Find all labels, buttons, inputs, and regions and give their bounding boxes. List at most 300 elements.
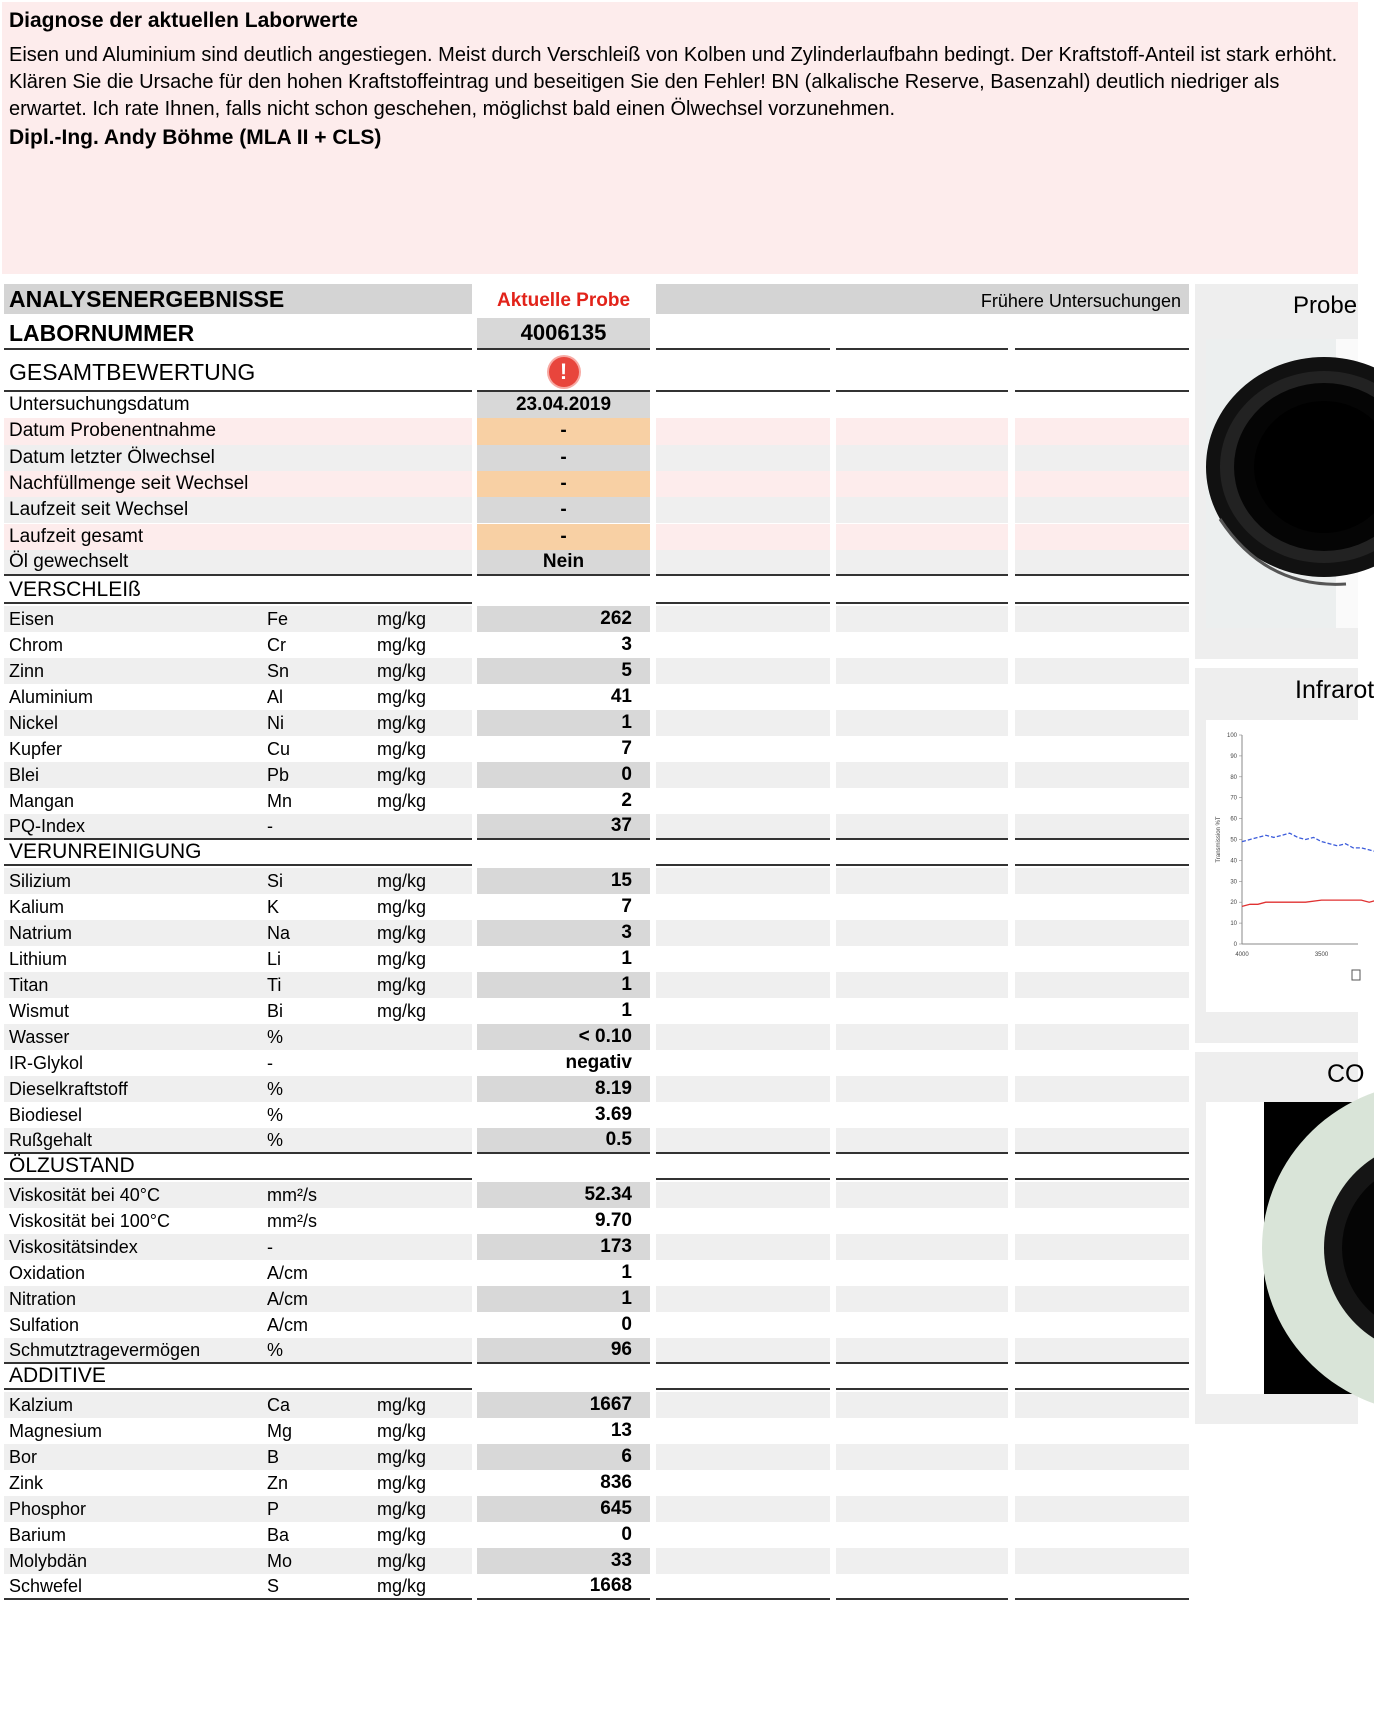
earlier-value-3 bbox=[1015, 318, 1189, 350]
earlier-value-2 bbox=[836, 318, 1008, 350]
row-label bbox=[4, 788, 472, 814]
table-row bbox=[0, 1260, 1190, 1286]
earlier-value-1 bbox=[656, 606, 830, 632]
current-value: 37 bbox=[477, 814, 650, 840]
row-label bbox=[4, 920, 472, 946]
table-row bbox=[0, 1234, 1190, 1260]
earlier-value-3 bbox=[1015, 1234, 1189, 1260]
earlier-value-3 bbox=[1015, 762, 1189, 788]
current-value: 3 bbox=[621, 634, 632, 656]
row-label bbox=[4, 1444, 472, 1470]
table-row bbox=[0, 814, 1190, 840]
current-value: - bbox=[477, 471, 650, 497]
earlier-value-1 bbox=[656, 418, 830, 444]
earlier-value-3 bbox=[1015, 606, 1189, 632]
earlier-value-2 bbox=[836, 894, 1008, 920]
row-label-text: Bor bbox=[9, 1446, 38, 1467]
earlier-value-2 bbox=[836, 788, 1008, 814]
earlier-value-3 bbox=[1015, 868, 1189, 894]
earlier-value-2 bbox=[836, 550, 1008, 576]
row-unit: mg/kg bbox=[377, 712, 427, 733]
row-label-text: Kupfer bbox=[9, 738, 63, 759]
earlier-value-1 bbox=[656, 762, 830, 788]
row-label-text: VERSCHLEIß bbox=[9, 578, 141, 602]
row-label-text: Natrium bbox=[9, 922, 73, 943]
earlier-value-3 bbox=[1015, 1338, 1189, 1364]
probe-bottle-photo bbox=[1206, 339, 1358, 628]
row-label-text: PQ-Index bbox=[9, 815, 86, 836]
row-symbol: Li bbox=[267, 948, 282, 969]
table-row bbox=[0, 1182, 1190, 1208]
earlier-value-1 bbox=[656, 471, 830, 497]
ir-x-tick: 3500 bbox=[1314, 952, 1329, 958]
earlier-value-1 bbox=[656, 920, 830, 946]
overall-status bbox=[477, 354, 650, 392]
row-symbol: K bbox=[267, 896, 280, 917]
ir-y-tick: 80 bbox=[1230, 774, 1237, 781]
blotter-spot-image bbox=[1206, 1102, 1358, 1394]
earlier-value-1 bbox=[656, 578, 830, 604]
earlier-value-3 bbox=[1015, 998, 1189, 1024]
table-row bbox=[0, 972, 1190, 998]
row-label bbox=[4, 550, 472, 576]
current-value: 3 bbox=[477, 920, 650, 946]
row-unit: mg/kg bbox=[377, 738, 427, 759]
row-label-text: Titan bbox=[9, 974, 49, 995]
earlier-value-1 bbox=[656, 894, 830, 920]
earlier-value-3 bbox=[1015, 1286, 1189, 1312]
current-value: 1 bbox=[477, 972, 650, 998]
row-label bbox=[4, 710, 472, 736]
row-label-text: ÖLZUSTAND bbox=[9, 1154, 135, 1178]
current-value bbox=[477, 1364, 650, 1390]
row-symbol: Zn bbox=[267, 1472, 289, 1493]
row-symbol: Ba bbox=[267, 1524, 290, 1545]
row-symbol: Fe bbox=[267, 608, 289, 629]
row-label-text: Mangan bbox=[9, 790, 75, 811]
info-row bbox=[0, 418, 1190, 444]
row-label-text: Viskosität bei 40°C bbox=[9, 1184, 160, 1205]
table-row bbox=[0, 1128, 1190, 1154]
earlier-value-3 bbox=[1015, 972, 1189, 998]
row-label bbox=[4, 684, 472, 710]
row-label-text: Wismut bbox=[9, 1000, 69, 1021]
table-row bbox=[0, 1208, 1190, 1234]
row-label bbox=[4, 1128, 472, 1154]
row-label-text: Oxidation bbox=[9, 1262, 86, 1283]
row-label-text: Nickel bbox=[9, 712, 59, 733]
section-header bbox=[0, 1154, 1190, 1180]
row-label-text: Datum Probenentnahme bbox=[9, 420, 217, 442]
earlier-value-2 bbox=[836, 1364, 1008, 1390]
table-row bbox=[0, 868, 1190, 894]
row-symbol: % bbox=[267, 1104, 284, 1125]
earlier-value-2 bbox=[836, 606, 1008, 632]
current-value: 1668 bbox=[477, 1574, 650, 1600]
earlier-value-3 bbox=[1015, 497, 1189, 523]
row-label-text: Viskositätsindex bbox=[9, 1236, 138, 1257]
current-value: 1 bbox=[621, 1000, 632, 1022]
earlier-value-1 bbox=[656, 1496, 830, 1522]
earlier-value-3 bbox=[1015, 840, 1189, 866]
row-label bbox=[4, 1496, 472, 1522]
table-row bbox=[0, 736, 1190, 762]
co-title: CO bbox=[1327, 1060, 1365, 1088]
row-label-text: Nitration bbox=[9, 1288, 77, 1309]
earlier-value-2 bbox=[836, 1392, 1008, 1418]
earlier-value-1 bbox=[656, 392, 830, 418]
overall-label bbox=[4, 354, 472, 392]
earlier-value-1 bbox=[656, 1208, 830, 1234]
earlier-value-2 bbox=[836, 1470, 1008, 1496]
row-symbol: Mg bbox=[267, 1420, 293, 1441]
section-title bbox=[4, 578, 472, 604]
labnr-value: 4006135 bbox=[477, 318, 650, 350]
ir-y-tick: 70 bbox=[1230, 795, 1237, 802]
row-label bbox=[4, 998, 472, 1024]
earlier-value-1 bbox=[656, 1418, 830, 1444]
ir-y-tick: 0 bbox=[1233, 942, 1237, 948]
current-value: 1 bbox=[621, 1262, 632, 1284]
row-label-text: Biodiesel bbox=[9, 1104, 83, 1125]
section-header bbox=[0, 1364, 1190, 1390]
current-value: 1667 bbox=[477, 1392, 650, 1418]
earlier-value-1 bbox=[656, 788, 830, 814]
earlier-value-1 bbox=[656, 1154, 830, 1180]
current-value: 8.19 bbox=[477, 1076, 650, 1102]
table-row bbox=[0, 710, 1190, 736]
current-value: 173 bbox=[477, 1234, 650, 1260]
earlier-value-1 bbox=[656, 1470, 830, 1496]
current-value: 7 bbox=[621, 896, 632, 918]
ir-y-tick: 90 bbox=[1230, 753, 1237, 760]
earlier-value-3 bbox=[1015, 1444, 1189, 1470]
earlier-value-1 bbox=[656, 684, 830, 710]
table-row bbox=[0, 632, 1190, 658]
row-label-text: Blei bbox=[9, 764, 40, 785]
current-value bbox=[477, 1154, 650, 1180]
section-title bbox=[4, 840, 472, 866]
infrared-card bbox=[1195, 668, 1374, 1043]
table-row bbox=[0, 946, 1190, 972]
table-row bbox=[0, 1338, 1190, 1364]
earlier-value-3 bbox=[1015, 1364, 1189, 1390]
earlier-value-3 bbox=[1015, 894, 1189, 920]
row-label bbox=[4, 1050, 472, 1076]
ir-x-tick: 4000 bbox=[1235, 952, 1249, 958]
earlier-value-1 bbox=[656, 318, 830, 350]
current-value: 6 bbox=[477, 1444, 650, 1470]
row-symbol: Al bbox=[267, 686, 284, 707]
earlier-value-3 bbox=[1015, 710, 1189, 736]
earlier-value-1 bbox=[656, 1522, 830, 1548]
earlier-value-2 bbox=[836, 1548, 1008, 1574]
earlier-value-1 bbox=[656, 550, 830, 576]
row-symbol: Cr bbox=[267, 634, 286, 655]
earlier-value-3 bbox=[1015, 788, 1189, 814]
earlier-value-2 bbox=[836, 1260, 1008, 1286]
row-label-text: Schwefel bbox=[9, 1575, 83, 1596]
earlier-value-2 bbox=[836, 471, 1008, 497]
earlier-value-2 bbox=[836, 762, 1008, 788]
earlier-value-2 bbox=[836, 710, 1008, 736]
row-unit: mg/kg bbox=[377, 1575, 427, 1596]
row-symbol: Ti bbox=[267, 974, 282, 995]
earlier-value-3 bbox=[1015, 550, 1189, 576]
row-label bbox=[4, 1024, 472, 1050]
earlier-value-1 bbox=[656, 497, 830, 523]
row-symbol: A/cm bbox=[267, 1314, 309, 1335]
earlier-value-3 bbox=[1015, 920, 1189, 946]
probe-photo-card bbox=[1195, 284, 1358, 659]
table-row bbox=[0, 1496, 1190, 1522]
diagnosis-signature: Dipl.-Ing. Andy Böhme (MLA II + CLS) bbox=[9, 126, 382, 149]
earlier-value-1 bbox=[656, 1260, 830, 1286]
info-row bbox=[0, 497, 1190, 523]
row-unit: mg/kg bbox=[377, 1550, 427, 1571]
current-value: 0 bbox=[621, 1314, 632, 1336]
earlier-value-1 bbox=[656, 1102, 830, 1128]
earlier-value-1 bbox=[656, 354, 830, 392]
row-label bbox=[4, 1102, 472, 1128]
table-row bbox=[0, 1574, 1190, 1600]
info-row bbox=[0, 550, 1190, 576]
ir-y-tick: 30 bbox=[1230, 879, 1237, 886]
row-label-text: Viskosität bei 100°C bbox=[9, 1210, 170, 1231]
earlier-value-2 bbox=[836, 1338, 1008, 1364]
earlier-value-3 bbox=[1015, 1470, 1189, 1496]
earlier-value-1 bbox=[656, 1444, 830, 1470]
current-value: Nein bbox=[477, 550, 650, 576]
row-label bbox=[4, 445, 472, 471]
earlier-value-3 bbox=[1015, 1312, 1189, 1338]
earlier-value-2 bbox=[836, 1418, 1008, 1444]
earlier-value-3 bbox=[1015, 1260, 1189, 1286]
earlier-value-1 bbox=[656, 1286, 830, 1312]
ir-chart-bg bbox=[1206, 720, 1358, 1012]
row-symbol: Cu bbox=[267, 738, 291, 759]
row-symbol: % bbox=[267, 1129, 284, 1150]
row-label bbox=[4, 524, 472, 550]
earlier-value-2 bbox=[836, 1208, 1008, 1234]
earlier-value-2 bbox=[836, 1128, 1008, 1154]
earlier-value-2 bbox=[836, 840, 1008, 866]
table-row bbox=[0, 920, 1190, 946]
earlier-value-2 bbox=[836, 1286, 1008, 1312]
earlier-value-3 bbox=[1015, 1024, 1189, 1050]
table-row bbox=[0, 1312, 1190, 1338]
table-row bbox=[0, 1444, 1190, 1470]
row-symbol: P bbox=[267, 1498, 280, 1519]
earlier-value-2 bbox=[836, 497, 1008, 523]
overall-row bbox=[0, 354, 1190, 392]
row-label-text: IR-Glykol bbox=[9, 1052, 84, 1073]
row-label-text: VERUNREINIGUNG bbox=[9, 840, 202, 864]
row-unit: mg/kg bbox=[377, 686, 427, 707]
row-label-text: Kalium bbox=[9, 896, 65, 917]
earlier-value-2 bbox=[836, 418, 1008, 444]
co-card bbox=[1195, 1052, 1365, 1424]
row-label bbox=[4, 1312, 472, 1338]
row-unit: mg/kg bbox=[377, 870, 427, 891]
earlier-value-2 bbox=[836, 1154, 1008, 1180]
current-value: 262 bbox=[477, 606, 650, 632]
row-symbol: Ca bbox=[267, 1394, 291, 1415]
row-label bbox=[4, 658, 472, 684]
row-symbol: Na bbox=[267, 922, 291, 943]
info-row bbox=[0, 471, 1190, 497]
info-row bbox=[0, 524, 1190, 550]
ir-y-tick: 60 bbox=[1230, 816, 1237, 823]
current-probe-heading: Aktuelle Probe bbox=[496, 290, 631, 311]
row-label-text: Laufzeit gesamt bbox=[9, 525, 144, 547]
row-unit: mg/kg bbox=[377, 1420, 427, 1441]
row-unit: mg/kg bbox=[377, 948, 427, 969]
row-label bbox=[4, 1522, 472, 1548]
row-unit: mg/kg bbox=[377, 1498, 427, 1519]
current-value: 1 bbox=[621, 948, 632, 970]
current-value: < 0.10 bbox=[477, 1024, 650, 1050]
table-row bbox=[0, 1286, 1190, 1312]
row-label bbox=[4, 1182, 472, 1208]
row-label bbox=[4, 1234, 472, 1260]
row-label-text: Öl gewechselt bbox=[9, 550, 129, 572]
row-label bbox=[4, 1574, 472, 1600]
current-value: 15 bbox=[477, 868, 650, 894]
earlier-value-3 bbox=[1015, 1418, 1189, 1444]
row-label-text: Aluminium bbox=[9, 686, 94, 707]
earlier-value-1 bbox=[656, 1392, 830, 1418]
row-unit: mg/kg bbox=[377, 660, 427, 681]
earlier-value-2 bbox=[836, 1076, 1008, 1102]
row-symbol: - bbox=[267, 1052, 273, 1073]
row-symbol: % bbox=[267, 1026, 284, 1047]
earlier-value-3 bbox=[1015, 471, 1189, 497]
earlier-value-1 bbox=[656, 632, 830, 658]
current-value: 1 bbox=[477, 1286, 650, 1312]
earlier-value-3 bbox=[1015, 524, 1189, 550]
infrared-spectrum-chart bbox=[1206, 720, 1358, 1012]
earlier-value-3 bbox=[1015, 684, 1189, 710]
row-label-text: Zinn bbox=[9, 660, 45, 681]
earlier-value-3 bbox=[1015, 736, 1189, 762]
row-label-text: Zink bbox=[9, 1472, 44, 1493]
infrared-title: Infrarot bbox=[1295, 676, 1374, 704]
current-value: - bbox=[477, 497, 650, 523]
earlier-value-1 bbox=[656, 658, 830, 684]
row-label bbox=[4, 946, 472, 972]
row-unit: mg/kg bbox=[377, 764, 427, 785]
current-value: 33 bbox=[477, 1548, 650, 1574]
earlier-value-1 bbox=[656, 1364, 830, 1390]
earlier-value-2 bbox=[836, 946, 1008, 972]
row-unit: mg/kg bbox=[377, 896, 427, 917]
table-row bbox=[0, 1076, 1190, 1102]
current-value: 13 bbox=[610, 1420, 632, 1442]
row-label bbox=[4, 606, 472, 632]
earlier-value-2 bbox=[836, 920, 1008, 946]
row-unit: mg/kg bbox=[377, 1000, 427, 1021]
current-value: 836 bbox=[600, 1472, 632, 1494]
row-label bbox=[4, 736, 472, 762]
row-label bbox=[4, 1208, 472, 1234]
ir-y-tick: 10 bbox=[1230, 921, 1237, 928]
current-value: - bbox=[477, 418, 650, 444]
current-value: 3.69 bbox=[595, 1104, 632, 1126]
earlier-value-1 bbox=[656, 1076, 830, 1102]
info-row bbox=[0, 445, 1190, 471]
row-unit: mg/kg bbox=[377, 1446, 427, 1467]
row-symbol: Pb bbox=[267, 764, 290, 785]
current-value: negativ bbox=[565, 1052, 632, 1074]
earlier-value-3 bbox=[1015, 1548, 1189, 1574]
current-value bbox=[477, 840, 650, 866]
row-label bbox=[4, 471, 472, 497]
table-row bbox=[0, 1050, 1190, 1076]
current-value: 0 bbox=[477, 762, 650, 788]
earlier-value-2 bbox=[836, 1574, 1008, 1600]
diagnosis-panel bbox=[2, 2, 1358, 274]
table-row bbox=[0, 894, 1190, 920]
table-row bbox=[0, 1392, 1190, 1418]
row-symbol: mm²/s bbox=[267, 1184, 317, 1205]
earlier-value-3 bbox=[1015, 1496, 1189, 1522]
earlier-value-2 bbox=[836, 632, 1008, 658]
diagnosis-title: Diagnose der aktuellen Laborwerte bbox=[9, 9, 358, 32]
row-symbol: Sn bbox=[267, 660, 290, 681]
current-value: 5 bbox=[477, 658, 650, 684]
row-label bbox=[4, 1338, 472, 1364]
earlier-value-3 bbox=[1015, 1076, 1189, 1102]
ir-y-tick: 20 bbox=[1230, 900, 1237, 907]
table-row bbox=[0, 1418, 1190, 1444]
earlier-value-3 bbox=[1015, 1392, 1189, 1418]
row-symbol: - bbox=[267, 815, 273, 836]
row-symbol: mm²/s bbox=[267, 1210, 317, 1231]
current-value: 9.70 bbox=[595, 1210, 632, 1232]
table-row bbox=[0, 606, 1190, 632]
earlier-value-1 bbox=[656, 1128, 830, 1154]
earlier-value-1 bbox=[656, 1574, 830, 1600]
earlier-value-2 bbox=[836, 736, 1008, 762]
row-label bbox=[4, 762, 472, 788]
row-symbol: % bbox=[267, 1339, 284, 1360]
table-row bbox=[0, 658, 1190, 684]
row-symbol: Mn bbox=[267, 790, 293, 811]
row-label-text: Barium bbox=[9, 1524, 67, 1545]
row-unit: mg/kg bbox=[377, 922, 427, 943]
row-unit: mg/kg bbox=[377, 634, 427, 655]
row-label-text: Rußgehalt bbox=[9, 1129, 93, 1150]
section-title bbox=[4, 1154, 472, 1180]
row-label bbox=[4, 632, 472, 658]
alert-icon: ! bbox=[549, 357, 579, 387]
table-row bbox=[0, 762, 1190, 788]
earlier-value-3 bbox=[1015, 392, 1189, 418]
row-symbol: Ni bbox=[267, 712, 284, 733]
row-symbol: A/cm bbox=[267, 1288, 309, 1309]
row-label-text: Lithium bbox=[9, 948, 68, 969]
current-value: - bbox=[477, 524, 650, 550]
row-symbol: Mo bbox=[267, 1550, 293, 1571]
row-label-text: Phosphor bbox=[9, 1498, 87, 1519]
section-header bbox=[0, 578, 1190, 604]
row-label-text: Silizium bbox=[9, 870, 72, 891]
earlier-value-3 bbox=[1015, 1182, 1189, 1208]
earlier-value-1 bbox=[656, 736, 830, 762]
earlier-value-1 bbox=[656, 1548, 830, 1574]
row-label-text: Sulfation bbox=[9, 1314, 80, 1335]
